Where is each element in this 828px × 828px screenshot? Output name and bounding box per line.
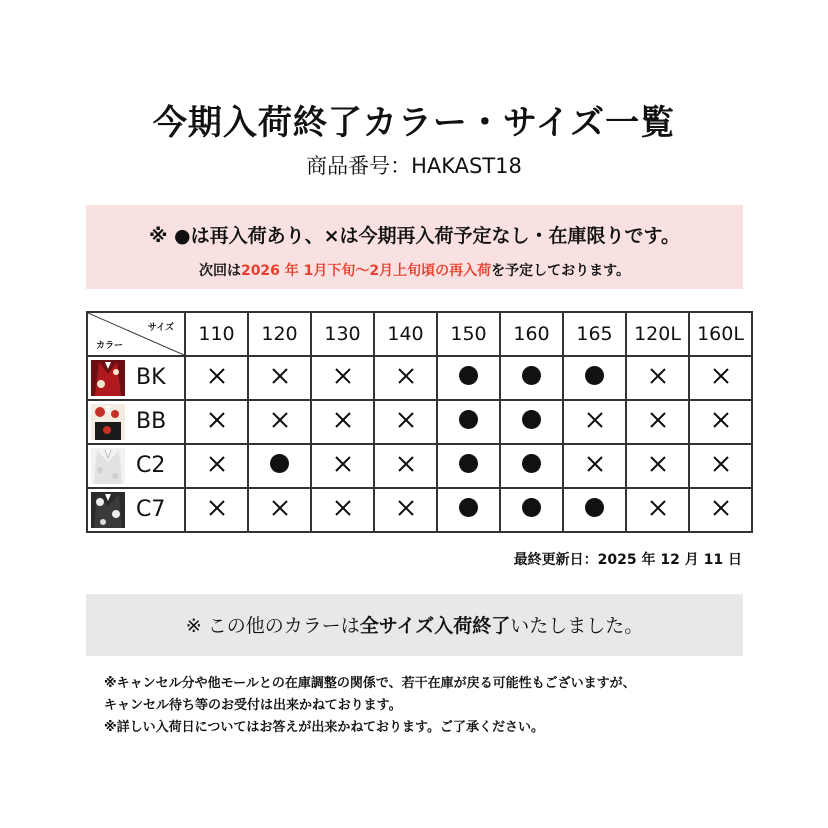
stock-cell: [374, 400, 437, 444]
no-restock-cross: [334, 455, 352, 473]
no-restock-cross: [208, 455, 226, 473]
stock-cell: [689, 488, 752, 532]
stock-cell: [500, 356, 563, 400]
no-restock-cross: [649, 411, 667, 429]
discontinued-text: [86, 611, 743, 638]
product-number: 商品番号：HAKAST18: [306, 154, 522, 178]
kimono-thumbnail: [91, 360, 125, 396]
no-restock-cross: [712, 499, 730, 517]
stock-cell: [248, 488, 311, 532]
no-restock-cross: [712, 411, 730, 429]
kimono-thumbnail: [91, 492, 125, 528]
stock-cell: [374, 488, 437, 532]
stock-cell: [437, 400, 500, 444]
restock-schedule-prefix: 次回は: [198, 263, 241, 279]
no-restock-cross: [334, 499, 352, 517]
discontinued-notice: [86, 594, 743, 656]
color-code: BK: [136, 365, 166, 390]
restock-legend: ※ ●は再入荷あり、×は今期再入荷予定なし・在庫限りです。: [148, 225, 681, 247]
no-restock-cross: [586, 455, 604, 473]
stock-cell: [626, 488, 689, 532]
size-header: 140: [374, 312, 437, 356]
discontinued-suffix: いたしました。: [510, 615, 644, 637]
notes: [104, 673, 636, 739]
stock-cell: [563, 356, 626, 400]
stock-cell: [311, 400, 374, 444]
stock-cell: [374, 444, 437, 488]
no-restock-cross: [271, 367, 289, 385]
stock-cell: [626, 444, 689, 488]
stock-cell: [689, 400, 752, 444]
restock-dot: [459, 366, 478, 385]
note-line: ※キャンセル分や他モールとの在庫調整の関係で、若干在庫が戻る可能性もございますが、: [104, 676, 636, 691]
restock-dot: [459, 498, 478, 517]
stock-cell: [500, 444, 563, 488]
no-restock-cross: [712, 367, 730, 385]
restock-dot: [522, 410, 541, 429]
stock-cell: [185, 488, 248, 532]
stock-cell: [437, 488, 500, 532]
restock-dot: [522, 498, 541, 517]
discontinued-highlight: 全サイズ入荷終了: [359, 615, 511, 637]
color-cell: [87, 356, 185, 400]
kimono-thumbnail: [91, 404, 125, 440]
stock-cell: [311, 488, 374, 532]
no-restock-cross: [208, 499, 226, 517]
color-code: C7: [136, 497, 166, 522]
stock-cell: [563, 444, 626, 488]
size-header: 130: [311, 312, 374, 356]
table-row: [87, 356, 752, 400]
restock-dot: [585, 366, 604, 385]
no-restock-cross: [208, 411, 226, 429]
corner-color-label: カラー: [96, 341, 124, 351]
stock-cell: [437, 444, 500, 488]
stock-cell: [500, 400, 563, 444]
no-restock-cross: [208, 367, 226, 385]
size-header: 150: [437, 312, 500, 356]
stock-cell: [626, 356, 689, 400]
last-updated: 最終更新日：2025 年 12 月 11 日: [513, 552, 742, 568]
size-header: 160: [500, 312, 563, 356]
size-header-row: [87, 312, 752, 356]
no-restock-cross: [334, 411, 352, 429]
color-cell: [87, 444, 185, 488]
no-restock-cross: [397, 367, 415, 385]
size-header: 120: [248, 312, 311, 356]
size-header: 160L: [689, 312, 752, 356]
restock-notice: [86, 205, 743, 289]
no-restock-cross: [397, 455, 415, 473]
size-header: 120L: [626, 312, 689, 356]
corner-size-label: サイズ: [147, 323, 174, 333]
table-row: [87, 444, 752, 488]
stock-cell: [437, 356, 500, 400]
stock-cell: [689, 444, 752, 488]
no-restock-cross: [586, 411, 604, 429]
restock-schedule: [86, 260, 743, 280]
restock-dot: [459, 410, 478, 429]
no-restock-cross: [397, 411, 415, 429]
restock-dot: [522, 366, 541, 385]
table-row: [87, 488, 752, 532]
restock-date-highlight: 2026 年 1月下旬〜2月上旬頃の再入荷: [240, 263, 492, 279]
discontinued-prefix: ※ この他のカラーは: [185, 615, 360, 637]
table-row: [87, 400, 752, 444]
stock-cell: [500, 488, 563, 532]
stock-cell: [248, 444, 311, 488]
no-restock-cross: [649, 367, 667, 385]
note-line: ※詳しい入荷日についてはお答えが出来かねております。ご了承ください。: [104, 720, 545, 735]
restock-dot: [585, 498, 604, 517]
no-restock-cross: [334, 367, 352, 385]
stock-cell: [185, 356, 248, 400]
stock-cell: [311, 444, 374, 488]
stock-cell: [374, 356, 437, 400]
no-restock-cross: [271, 499, 289, 517]
no-restock-cross: [397, 499, 415, 517]
kimono-thumbnail: [91, 448, 125, 484]
size-header: 110: [185, 312, 248, 356]
stock-cell: [689, 356, 752, 400]
color-cell: [87, 400, 185, 444]
no-restock-cross: [649, 499, 667, 517]
stock-cell: [248, 400, 311, 444]
stock-table: [86, 311, 753, 533]
stock-cell: [185, 444, 248, 488]
restock-schedule-suffix: を予定しております。: [491, 263, 631, 279]
color-code: C2: [136, 453, 166, 478]
stock-cell: [248, 356, 311, 400]
color-cell: [87, 488, 185, 532]
stock-cell: [626, 400, 689, 444]
page-title: 今期入荷終了カラー・サイズ一覧: [152, 103, 676, 143]
stock-cell: [563, 400, 626, 444]
no-restock-cross: [271, 411, 289, 429]
stock-cell: [185, 400, 248, 444]
restock-dot: [459, 454, 478, 473]
restock-dot: [270, 454, 289, 473]
restock-dot: [522, 454, 541, 473]
stock-cell: [563, 488, 626, 532]
size-header: 165: [563, 312, 626, 356]
no-restock-cross: [712, 455, 730, 473]
no-restock-cross: [649, 455, 667, 473]
note-line: キャンセル待ち等のお受付は出来かねております。: [104, 698, 402, 713]
color-code: BB: [136, 409, 167, 434]
stock-cell: [311, 356, 374, 400]
table-corner: [87, 312, 185, 356]
